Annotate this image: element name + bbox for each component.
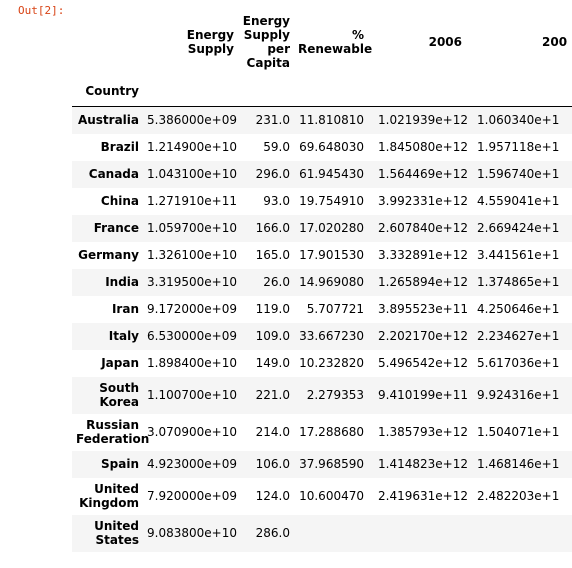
cell-renewable: 69.648030 (299, 140, 364, 154)
cell-2006: 3.332891e+12 (378, 248, 468, 262)
cell-2006: 2.419631e+12 (378, 489, 468, 503)
table-row (72, 478, 572, 515)
cell-per-capita: 124.0 (255, 489, 290, 503)
cell-2007: 2.482203e+1 (477, 489, 560, 503)
row-index: United States (94, 519, 139, 547)
cell-per-capita: 231.0 (255, 113, 290, 128)
cell-2006: 1.385793e+12 (378, 425, 468, 439)
cell-2006: 1.414823e+12 (378, 457, 468, 471)
cell-2007: 1.596740e+1 (477, 167, 560, 181)
cell-energy-supply: 7.920000e+09 (147, 489, 237, 503)
dataframe-body (72, 107, 572, 552)
cell-renewable: 14.969080 (299, 275, 364, 289)
index-header-blank (72, 0, 143, 84)
cell-2006: 1.564469e+12 (378, 167, 468, 181)
cell-energy-supply: 3.070900e+10 (147, 425, 237, 439)
cell-renewable (294, 515, 368, 552)
row-index: India (105, 275, 139, 289)
cell-renewable: 10.232820 (299, 356, 364, 370)
cell-energy-supply: 3.319500e+10 (147, 275, 237, 289)
cell-per-capita: 165.0 (255, 248, 290, 262)
row-index: Brazil (100, 140, 139, 154)
cell-energy-supply: 9.172000e+09 (147, 302, 237, 316)
cell-per-capita: 286.0 (255, 526, 290, 540)
cell-per-capita: 106.0 (255, 457, 290, 471)
table-row (72, 323, 572, 350)
cell-2007: 2.234627e+1 (477, 329, 560, 343)
cell-per-capita: 214.0 (255, 425, 290, 439)
cell-renewable: 37.968590 (299, 457, 364, 471)
cell-per-capita: 26.0 (263, 275, 290, 289)
table-row (72, 414, 572, 451)
cell-2007 (472, 515, 572, 552)
cell-energy-supply: 1.059700e+10 (147, 221, 237, 235)
cell-energy-supply: 1.043100e+10 (147, 167, 237, 181)
cell-renewable: 61.945430 (299, 167, 364, 181)
cell-2007: 1.504071e+1 (477, 425, 560, 439)
cell-2006: 3.992331e+12 (378, 194, 468, 208)
table-row (72, 161, 572, 188)
cell-2006: 9.410199e+11 (378, 388, 468, 402)
table-row (72, 215, 572, 242)
cell-2007: 1.374865e+1 (477, 275, 560, 289)
row-index: Japan (101, 356, 139, 370)
table-row (72, 107, 572, 134)
cell-2006: 5.496542e+12 (378, 356, 468, 370)
table-row (72, 269, 572, 296)
dataframe-container (72, 0, 568, 568)
cell-renewable: 33.667230 (299, 329, 364, 343)
cell-2007: 1.957118e+1 (477, 140, 560, 154)
column-header-energy-supply-per-capita: Energy Supply per Capita (242, 14, 290, 70)
column-header-2007: 200 (542, 35, 568, 49)
table-row (72, 377, 572, 414)
cell-renewable: 11.810810 (299, 113, 364, 128)
cell-energy-supply: 4.923000e+09 (147, 457, 237, 471)
cell-per-capita: 221.0 (255, 388, 290, 402)
table-row (72, 296, 572, 323)
cell-2007: 1.060340e+1 (477, 113, 560, 128)
row-index: Canada (88, 167, 139, 181)
table-row (72, 451, 572, 478)
cell-2007: 5.617036e+1 (477, 356, 560, 370)
table-row (72, 188, 572, 215)
table-row (72, 515, 572, 552)
cell-2007: 1.468146e+1 (477, 457, 560, 471)
cell-energy-supply: 1.898400e+10 (147, 356, 237, 370)
cell-2006: 2.607840e+12 (378, 221, 468, 235)
cell-2006 (368, 515, 472, 552)
cell-2006: 3.895523e+11 (378, 302, 468, 316)
row-index: France (93, 221, 139, 235)
cell-renewable: 10.600470 (299, 489, 364, 503)
row-index: Iran (111, 302, 139, 316)
cell-energy-supply: 1.271910e+11 (147, 194, 237, 208)
column-header-row (72, 0, 572, 84)
cell-2007: 2.669424e+1 (477, 221, 560, 235)
table-row (72, 350, 572, 377)
row-index: Australia (77, 113, 139, 128)
cell-renewable: 17.901530 (299, 248, 364, 262)
cell-per-capita: 166.0 (255, 221, 290, 235)
column-header-2006: 2006 (428, 35, 462, 49)
cell-renewable: 5.707721 (306, 302, 364, 316)
cell-energy-supply: 6.530000e+09 (147, 329, 237, 343)
cell-energy-supply: 5.386000e+09 (147, 113, 237, 128)
row-index: Germany (78, 248, 139, 262)
row-index: Italy (108, 329, 139, 343)
dataframe-table (72, 0, 572, 552)
cell-2006: 1.265894e+12 (378, 275, 468, 289)
cell-energy-supply: 1.214900e+10 (147, 140, 237, 154)
output-prompt: Out[2]: (18, 4, 65, 17)
cell-renewable: 2.279353 (306, 388, 364, 402)
cell-2007: 4.250646e+1 (477, 302, 560, 316)
column-header-pct-renewable: % Renewable (298, 28, 373, 56)
cell-renewable: 17.020280 (299, 221, 364, 235)
cell-per-capita: 109.0 (255, 329, 290, 343)
table-row (72, 134, 572, 161)
cell-energy-supply: 1.326100e+10 (147, 248, 237, 262)
cell-2006: 1.845080e+12 (378, 140, 468, 154)
cell-per-capita: 59.0 (263, 140, 290, 154)
table-row (72, 242, 572, 269)
cell-2006: 2.202170e+12 (378, 329, 468, 343)
cell-renewable: 19.754910 (299, 194, 364, 208)
row-index: South Korea (99, 381, 139, 409)
cell-renewable: 17.288680 (299, 425, 364, 439)
row-index: Russian Federation (76, 418, 150, 446)
cell-2007: 3.441561e+1 (477, 248, 560, 262)
cell-per-capita: 149.0 (255, 356, 290, 370)
row-index: United Kingdom (79, 482, 139, 510)
row-index: Spain (101, 457, 139, 471)
index-name-row (72, 84, 572, 107)
cell-energy-supply: 9.083800e+10 (147, 526, 237, 540)
index-name-header: Country (85, 84, 139, 98)
cell-2007: 4.559041e+1 (477, 194, 560, 208)
cell-energy-supply: 1.100700e+10 (147, 388, 237, 402)
column-header-energy-supply: Energy Supply (186, 28, 234, 56)
cell-per-capita: 93.0 (263, 194, 290, 208)
cell-per-capita: 296.0 (255, 167, 290, 181)
cell-2006: 1.021939e+12 (378, 113, 468, 128)
row-index: China (100, 194, 139, 208)
cell-per-capita: 119.0 (255, 302, 290, 316)
cell-2007: 9.924316e+1 (477, 388, 560, 402)
